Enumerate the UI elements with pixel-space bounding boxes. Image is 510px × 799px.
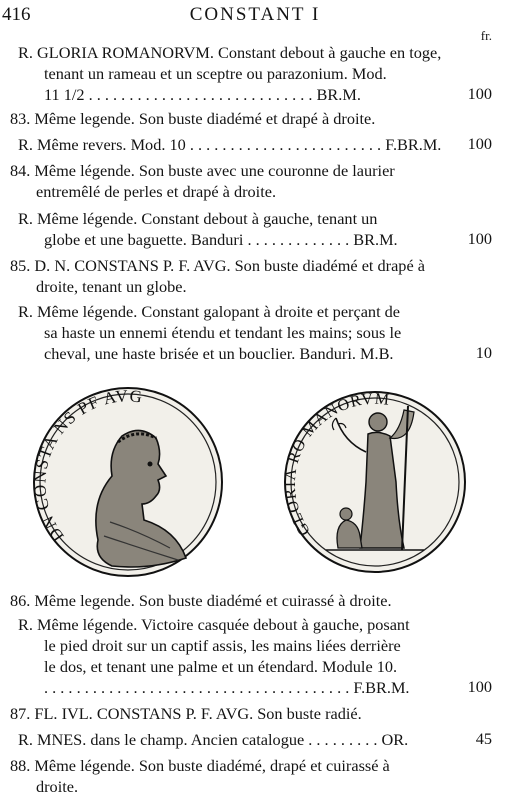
entry-reverse bbox=[18, 134, 458, 155]
entry-line: 87. FL. IVL. CONSTANS P. F. AVG. Son buste radié. bbox=[10, 704, 362, 723]
entry-line: tenant un rameau et un sceptre ou parazonium. Mod. bbox=[44, 64, 387, 83]
entry-obverse bbox=[10, 755, 460, 797]
price: 100 bbox=[467, 229, 492, 248]
page-number: 416 bbox=[2, 4, 31, 25]
entry-obverse bbox=[10, 590, 460, 611]
obverse-legend: DN CONSTA NS PF AVG bbox=[30, 386, 144, 546]
entry-obverse bbox=[10, 703, 460, 724]
entry-reverse bbox=[18, 42, 458, 105]
price: 100 bbox=[467, 134, 492, 153]
coin-plate-svg bbox=[0, 372, 510, 600]
entry-line: 86. Même legende. Son buste diadémé et cuirassé à droite. bbox=[10, 591, 392, 610]
entry-line: R. MNES. dans le champ. Ancien catalogue . . . . . . . . . OR. bbox=[18, 730, 409, 749]
entry-line: droite. bbox=[36, 777, 79, 796]
obverse-coin bbox=[30, 386, 222, 576]
entry-line: le pied droit sur un captif assis, les mains liées derrière bbox=[44, 636, 401, 655]
entry-line: 11 1/2 . . . . . . . . . . . . . . . . . . . . . . . . . . . . BR.M. bbox=[44, 85, 361, 104]
entry-line: droite, tenant un globe. bbox=[36, 277, 187, 296]
entry-line: R. Même légende. Constant galopant à droite et perçant de bbox=[18, 302, 401, 321]
running-title: CONSTANT I bbox=[189, 4, 321, 25]
entry-reverse bbox=[18, 208, 458, 250]
entry-line: 85. D. N. CONSTANS P. F. AVG. Son buste diadémé et drapé à bbox=[10, 256, 425, 275]
price: 10 bbox=[475, 343, 492, 362]
entry-reverse bbox=[18, 729, 458, 750]
price: 45 bbox=[475, 729, 492, 748]
entry-obverse bbox=[10, 160, 460, 202]
entry-line: 88. Même légende. Son buste diadémé, drapé et cuirassé à bbox=[10, 756, 390, 775]
entry-line: 83. Même legende. Son buste diadémé et drapé à droite. bbox=[10, 109, 376, 128]
entry-line: le dos, et tenant une palme et un étendard. Module 10. bbox=[44, 657, 398, 676]
entry-obverse bbox=[10, 255, 460, 297]
entry-line: . . . . . . . . . . . . . . . . . . . . . . . . . . . . . . . . . . . . . . F.BR.M. bbox=[44, 678, 410, 697]
entry-obverse bbox=[10, 108, 460, 129]
price: 100 bbox=[467, 84, 492, 103]
price: 100 bbox=[467, 677, 492, 696]
reverse-legend: GLORIA RO MANORVM bbox=[281, 390, 391, 539]
entry-line: sa haste un ennemi étendu et tendant les mains; sous le bbox=[44, 323, 402, 342]
entry-reverse bbox=[18, 301, 458, 364]
entry-line: R. Même revers. Mod. 10 . . . . . . . . . . . . . . . . . . . . . . . . F.BR.M. bbox=[18, 135, 442, 154]
entry-line: R. GLORIA ROMANORVM. Constant debout à gauche en toge, bbox=[18, 43, 442, 62]
reverse-coin bbox=[282, 391, 465, 572]
price-column-unit: fr. bbox=[480, 28, 492, 43]
entry-line: cheval, une haste brisée et un bouclier. Banduri. M.B. bbox=[44, 344, 394, 363]
entry-reverse bbox=[18, 614, 458, 698]
coin-illustration bbox=[0, 372, 510, 600]
entry-line: entremêlé de perles et drapé à droite. bbox=[36, 182, 277, 201]
entry-line: globe et une baguette. Banduri . . . . . . . . . . . . . BR.M. bbox=[44, 230, 398, 249]
entry-line: 84. Même légende. Son buste avec une couronne de laurier bbox=[10, 161, 395, 180]
entry-line: R. Même légende. Constant debout à gauche, tenant un bbox=[18, 209, 378, 228]
entry-line: R. Même légende. Victoire casquée debout à gauche, posant bbox=[18, 615, 410, 634]
